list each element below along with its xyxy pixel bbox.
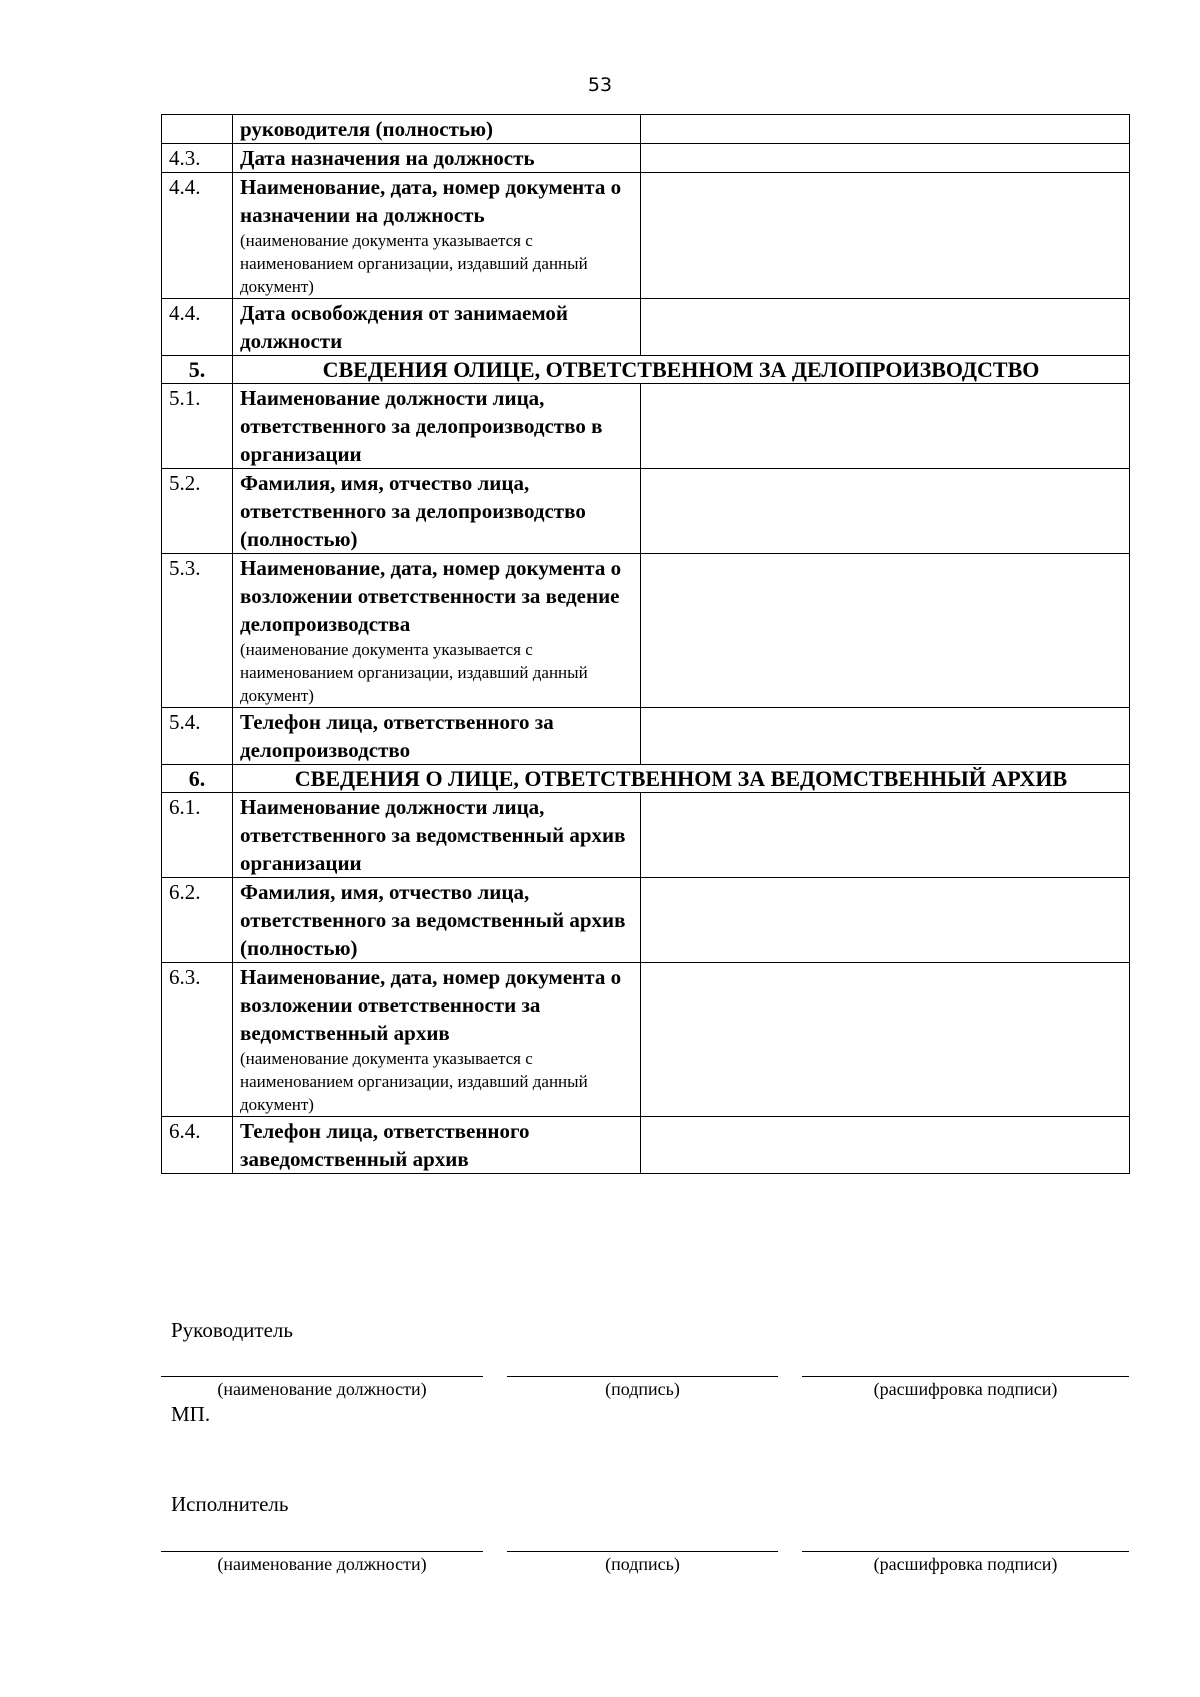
head-label: Руководитель	[171, 1318, 293, 1342]
row-label: Наименование, дата, номер документа о возложении ответственности за ведение делопроизводства (наименование документа указывается с наименованием организации, издавший данный документ)	[233, 554, 641, 708]
row-value-field[interactable]	[641, 144, 1130, 173]
table-row	[162, 144, 1130, 173]
row-number: 4.3.	[162, 144, 233, 173]
row-number: 6.4.	[162, 1117, 233, 1174]
executor-signature-caption: (подпись)	[605, 1554, 680, 1574]
table-row	[162, 793, 1130, 878]
row-note: (наименование документа указывается с наименованием организации, издавший данный документ)	[240, 640, 588, 705]
head-position-caption: (наименование должности)	[217, 1379, 427, 1399]
executor-position-line[interactable]	[161, 1551, 483, 1552]
section-title: СВЕДЕНИЯ О ЛИЦЕ, ОТВЕТСТВЕННОМ ЗА ВЕДОМСТВЕННЫЙ АРХИВ	[233, 765, 1130, 793]
table-row	[162, 963, 1130, 1117]
row-number: 6.3.	[162, 963, 233, 1117]
row-note: (наименование документа указывается с наименованием организации, издавший данный документ)	[240, 1049, 588, 1114]
row-value-field[interactable]	[641, 793, 1130, 878]
row-value-field[interactable]	[641, 173, 1130, 299]
table-row	[162, 173, 1130, 299]
row-value-field[interactable]	[641, 963, 1130, 1117]
head-decoding-line[interactable]	[802, 1376, 1129, 1377]
stamp-label: МП.	[171, 1402, 211, 1426]
row-label: Наименование, дата, номер документа о возложении ответственности за ведомственный архив (наименование документа указывается с наименованием организации, издавший данный документ)	[233, 963, 641, 1117]
executor-decoding-caption: (расшифровка подписи)	[873, 1554, 1058, 1574]
row-value-field[interactable]	[641, 554, 1130, 708]
executor-decoding-line[interactable]	[802, 1551, 1129, 1552]
head-signature-caption: (подпись)	[605, 1379, 680, 1399]
row-label: Дата освобождения от занимаемой должности	[233, 299, 641, 356]
executor-signature-line[interactable]	[507, 1551, 778, 1552]
table-row	[162, 878, 1130, 963]
table-row	[162, 1117, 1130, 1174]
row-note: (наименование документа указывается с наименованием организации, издавший данный документ)	[240, 231, 588, 296]
row-label: Наименование, дата, номер документа о назначении на должность (наименование документа указывается с наименованием организации, издавший данный документ)	[233, 173, 641, 299]
info-table	[161, 114, 1130, 1174]
row-value-field[interactable]	[641, 384, 1130, 469]
row-number: 4.4.	[162, 299, 233, 356]
row-value-field[interactable]	[641, 708, 1130, 765]
row-value-field[interactable]	[641, 878, 1130, 963]
row-label: Наименование должности лица, ответственного за делопроизводство в организации	[233, 384, 641, 469]
table-row	[162, 554, 1130, 708]
row-label: Фамилия, имя, отчество лица, ответственного за делопроизводство (полностью)	[233, 469, 641, 554]
table-row	[162, 708, 1130, 765]
row-value-field[interactable]	[641, 469, 1130, 554]
executor-label: Исполнитель	[171, 1492, 289, 1516]
section-header	[162, 765, 1130, 793]
row-value-field[interactable]	[641, 1117, 1130, 1174]
executor-position-caption: (наименование должности)	[217, 1554, 427, 1574]
row-number: 6.1.	[162, 793, 233, 878]
row-label: Фамилия, имя, отчество лица, ответственного за ведомственный архив (полностью)	[233, 878, 641, 963]
head-position-line[interactable]	[161, 1376, 483, 1377]
section-number: 5.	[162, 356, 233, 384]
row-number: 6.2.	[162, 878, 233, 963]
row-number: 5.3.	[162, 554, 233, 708]
row-number	[162, 115, 233, 144]
table-row	[162, 115, 1130, 144]
row-label: Телефон лица, ответственного за делопроизводство	[233, 708, 641, 765]
row-number: 5.1.	[162, 384, 233, 469]
row-label: Телефон лица, ответственного заведомственный архив	[233, 1117, 641, 1174]
head-decoding-caption: (расшифровка подписи)	[873, 1379, 1058, 1399]
row-number: 5.4.	[162, 708, 233, 765]
page-number: 53	[587, 74, 613, 96]
row-label: Дата назначения на должность	[233, 144, 641, 173]
section-title: СВЕДЕНИЯ ОЛИЦЕ, ОТВЕТСТВЕННОМ ЗА ДЕЛОПРОИЗВОДСТВО	[233, 356, 1130, 384]
row-label: Наименование должности лица, ответственного за ведомственный архив организации	[233, 793, 641, 878]
head-signature-line[interactable]	[507, 1376, 778, 1377]
table-row	[162, 469, 1130, 554]
row-label: руководителя (полностью)	[233, 115, 641, 144]
section-header	[162, 356, 1130, 384]
row-value-field[interactable]	[641, 115, 1130, 144]
section-number: 6.	[162, 765, 233, 793]
table-row	[162, 299, 1130, 356]
row-number: 5.2.	[162, 469, 233, 554]
row-number: 4.4.	[162, 173, 233, 299]
row-value-field[interactable]	[641, 299, 1130, 356]
table-row	[162, 384, 1130, 469]
